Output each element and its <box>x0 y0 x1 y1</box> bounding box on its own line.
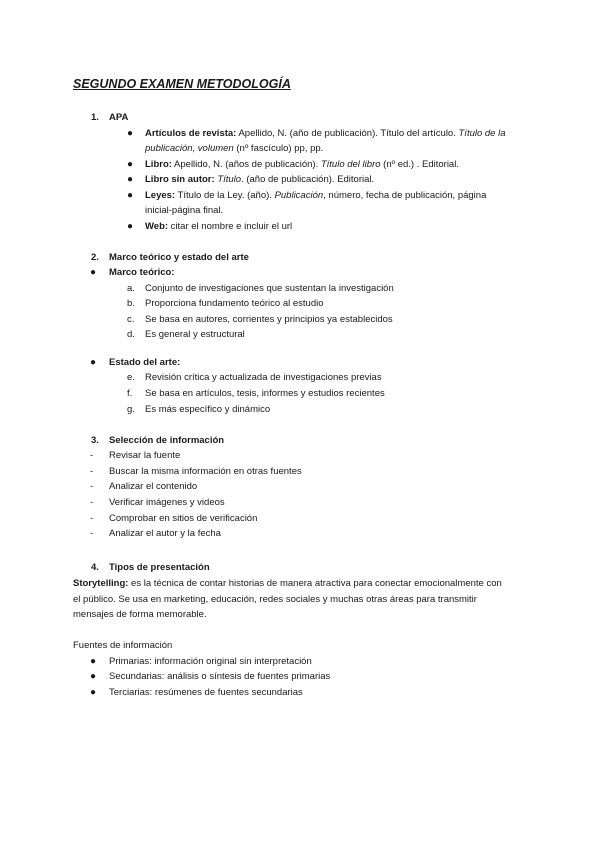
storytelling-line-3: mensajes de forma memorable. <box>73 609 207 620</box>
bullet-icon: ● <box>90 656 97 667</box>
bullet-icon: ● <box>90 671 97 682</box>
section-3-number: 3. <box>91 435 99 446</box>
list-marker: f. <box>127 388 133 399</box>
list-marker: b. <box>127 298 135 309</box>
apa-articulos: Artículos de revista: Apellido, N. (año de publicación). Título del artículo. Título de la <box>145 128 506 139</box>
section-2-heading: Marco teórico y estado del arte <box>109 252 249 263</box>
list-item: Proporciona fundamento teórico al estudio <box>145 298 324 309</box>
list-item: Se basa en artículos, tesis, informes y estudios recientes <box>145 388 385 399</box>
list-item: Terciarias: resúmenes de fuentes secundarias <box>109 687 303 698</box>
apa-leyes-cont: inicial-página final. <box>145 205 224 216</box>
list-item: Revisión crítica y actualizada de investigaciones previas <box>145 372 382 383</box>
list-marker: a. <box>127 283 135 294</box>
bullet-icon: ● <box>90 357 97 368</box>
bullet-icon: ● <box>90 687 97 698</box>
section-4-number: 4. <box>91 562 99 573</box>
storytelling-line-1: Storytelling: es la técnica de contar historias de manera atractiva para conectar emocionalmente con <box>73 578 502 589</box>
list-item: Analizar el autor y la fecha <box>109 528 221 539</box>
dash-marker: - <box>90 481 94 492</box>
bullet-icon: ● <box>127 128 134 139</box>
list-item: Analizar el contenido <box>109 481 198 492</box>
apa-web: Web: citar el nombre e incluir el url <box>145 221 293 232</box>
apa-libro-sin-autor: Libro sin autor: Título. (año de publicación). Editorial. <box>145 174 375 185</box>
dash-marker: - <box>90 466 94 477</box>
page-title: SEGUNDO EXAMEN METODOLOGÍA <box>73 77 291 91</box>
bullet-icon: ● <box>127 221 134 232</box>
dash-marker: - <box>90 528 94 539</box>
section-3-heading: Selección de información <box>109 435 225 446</box>
dash-marker: - <box>90 513 94 524</box>
apa-leyes: Leyes: Título de la Ley. (año). Publicación, número, fecha de publicación, página <box>145 190 487 201</box>
list-marker: d. <box>127 329 135 340</box>
list-item: Conjunto de investigaciones que sustentan la investigación <box>145 283 394 294</box>
list-marker: c. <box>127 314 135 325</box>
storytelling-line-2: el público. Se usa en marketing, educación, redes sociales y muchas otras áreas para transmitir <box>73 594 477 605</box>
bullet-icon: ● <box>127 190 134 201</box>
bullet-icon: ● <box>90 267 97 278</box>
list-item: Es general y estructural <box>145 329 245 340</box>
list-item: Es más específico y dinámico <box>145 404 271 415</box>
section-1-number: 1. <box>91 112 99 123</box>
list-item: Primarias: información original sin interpretación <box>109 656 312 667</box>
section-2-number: 2. <box>91 252 99 263</box>
list-item: Secundarias: análisis o síntesis de fuentes primarias <box>109 671 331 682</box>
section-1-heading: APA <box>109 112 129 123</box>
list-item: Buscar la misma información en otras fuentes <box>109 466 302 477</box>
list-item: Se basa en autores, corrientes y principios ya establecidos <box>145 314 393 325</box>
dash-marker: - <box>90 497 94 508</box>
estado-arte-label: Estado del arte: <box>109 357 181 368</box>
list-marker: e. <box>127 372 135 383</box>
list-item: Comprobar en sitios de verificación <box>109 513 258 524</box>
list-item: Revisar la fuente <box>109 450 181 461</box>
list-item: Verificar imágenes y videos <box>109 497 225 508</box>
section-4-heading: Tipos de presentación <box>109 562 210 573</box>
list-marker: g. <box>127 404 135 415</box>
dash-marker: - <box>90 450 94 461</box>
bullet-icon: ● <box>127 159 134 170</box>
bullet-icon: ● <box>127 174 134 185</box>
fuentes-heading: Fuentes de información <box>73 640 173 651</box>
marco-teorico-label: Marco teórico: <box>109 267 175 278</box>
apa-articulos-cont: publicación, volumen (nº fascículo) pp, pp. <box>145 143 324 154</box>
apa-libro: Libro: Apellido, N. (años de publicación). Título del libro (nº ed.) . Editorial. <box>145 159 459 170</box>
